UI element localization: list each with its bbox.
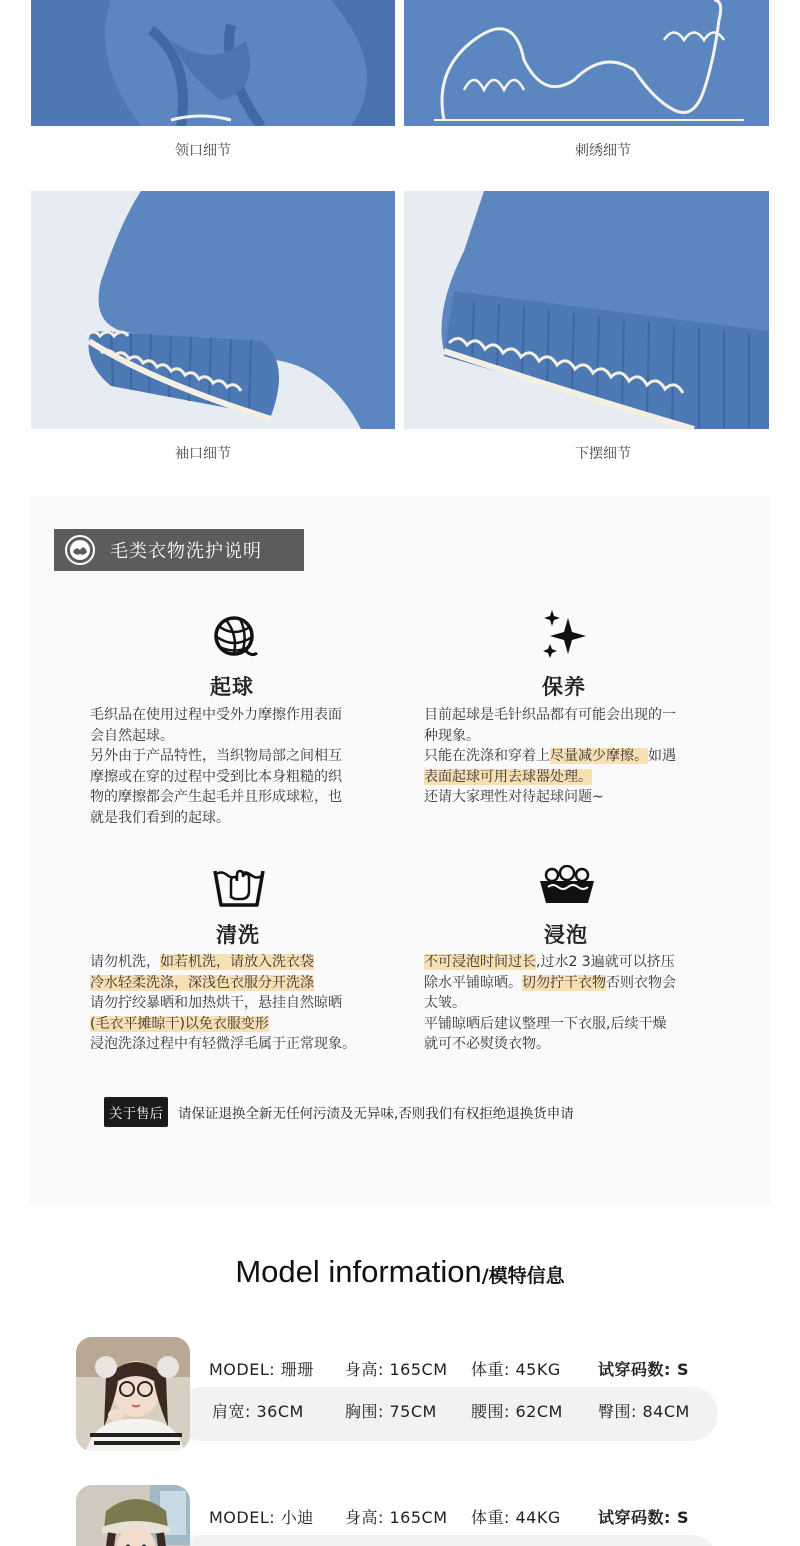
care-text-line xyxy=(424,1014,724,1035)
care-text-segment: 太皱。 xyxy=(424,995,466,1011)
highlighted-text: 表面起球可用去球器处理。 xyxy=(424,768,592,785)
care-logo-icon xyxy=(64,534,96,566)
care-text-segment: 如遇 xyxy=(648,748,676,764)
care-title-soaking: 浸泡 xyxy=(544,923,588,947)
care-header xyxy=(54,529,304,571)
care-text-segment: 会自然起球。 xyxy=(90,727,174,744)
detail-caption-hem: 下摆细节 xyxy=(575,446,631,462)
hood-collar-photo xyxy=(31,0,395,126)
soak-basin-icon xyxy=(538,865,596,907)
care-text-segment: 摩擦或在穿的过程中受到比本身粗糙的织 xyxy=(90,768,342,785)
model-waist: 腰围: 62CM xyxy=(471,1402,563,1421)
model-size: 试穿码数: S xyxy=(598,1360,689,1379)
care-text-segment: 目前起球是毛针织品都有可能会出现的一 xyxy=(424,707,676,723)
aftersale-tag: 关于售后 xyxy=(104,1097,168,1127)
care-text-line xyxy=(90,767,390,788)
model-hip: 臀围: 84CM xyxy=(598,1402,690,1421)
model-shoulder: 肩宽: 36CM xyxy=(212,1402,304,1421)
care-text-maintenance xyxy=(424,705,724,808)
care-text-line xyxy=(90,973,390,994)
cuff-photo xyxy=(31,191,395,429)
care-text-segment: 种现象。 xyxy=(424,727,480,744)
detail-caption-collar: 领口细节 xyxy=(175,143,231,159)
model-weight: 体重: 45KG xyxy=(471,1360,561,1379)
hand-wash-icon xyxy=(211,861,267,909)
model-name: MODEL: 小迪 xyxy=(209,1508,314,1527)
care-text-segment: ,过水2 3遍就可以挤压 xyxy=(536,954,675,970)
model-weight: 体重: 44KG xyxy=(471,1508,561,1527)
model-name: MODEL: 珊珊 xyxy=(209,1360,314,1379)
care-text-line xyxy=(424,705,724,726)
care-text-line xyxy=(90,808,390,829)
care-text-segment: 就可不必熨烫衣物。 xyxy=(424,1036,550,1052)
model-avatar xyxy=(76,1337,190,1451)
care-text-soaking xyxy=(424,952,724,1055)
care-text-line xyxy=(424,973,724,994)
highlighted-text: 切勿拧干衣物 xyxy=(522,974,606,991)
detail-caption-embroidery: 刺绣细节 xyxy=(575,143,631,159)
care-text-segment: 只能在洗涤和穿着上 xyxy=(424,748,550,764)
care-instructions-panel xyxy=(30,497,770,1205)
care-text-segment: 否则衣物会 xyxy=(606,974,676,991)
model-card xyxy=(76,1337,726,1453)
care-text-pilling xyxy=(90,705,390,828)
care-text-line xyxy=(424,787,724,808)
care-text-line xyxy=(90,1014,390,1035)
model-size: 试穿码数: S xyxy=(598,1508,689,1527)
care-text-line xyxy=(90,705,390,726)
sparkle-icon xyxy=(538,608,592,662)
care-text-line xyxy=(90,1034,390,1055)
care-header-title: 毛类衣物洗护说明 xyxy=(110,541,262,562)
care-text-line xyxy=(424,767,724,788)
care-text-line xyxy=(424,746,724,767)
model-info-heading xyxy=(0,1254,800,1290)
care-text-segment: 浸泡洗涤过程中有轻微浮毛属于正常现象。 xyxy=(90,1036,356,1052)
embroidery-photo xyxy=(404,0,769,126)
care-title-pilling: 起球 xyxy=(210,675,254,699)
aftersale-note: 请保证退换全新无任何污渍及无异味,否则我们有权拒绝退换货申请 xyxy=(178,1106,574,1122)
model-height: 身高: 165CM xyxy=(345,1508,448,1527)
highlighted-text: (毛衣平摊晾干)以免衣服变形 xyxy=(90,1015,269,1032)
highlighted-text: 冷水轻柔洗涤，深浅色衣服分开洗涤 xyxy=(90,974,314,991)
detail-caption-cuff: 袖口细节 xyxy=(175,446,231,462)
model-info-title-en: Model information xyxy=(235,1254,482,1289)
care-text-segment: 毛织品在使用过程中受外力摩擦作用表面 xyxy=(90,707,342,723)
care-text-line xyxy=(90,993,390,1014)
care-text-segment: 请勿拧绞暴晒和加热烘干，悬挂自然晾晒 xyxy=(90,995,342,1011)
care-text-segment: 平铺晾晒后建议整理一下衣服,后续干燥 xyxy=(424,1015,667,1032)
care-text-line xyxy=(90,726,390,747)
care-text-line xyxy=(424,726,724,747)
care-text-line xyxy=(90,746,390,767)
model-info-title-zh: /模特信息 xyxy=(481,1265,565,1287)
care-text-line xyxy=(90,787,390,808)
care-text-segment: 物的摩擦都会产生起毛并且形成球粒，也 xyxy=(90,789,342,805)
care-text-segment: 请勿机洗， xyxy=(90,954,160,970)
care-text-segment: 还请大家理性对待起球问题~ xyxy=(424,789,604,805)
hem-photo xyxy=(404,191,769,429)
model-chest: 胸围: 75CM xyxy=(345,1402,437,1421)
yarn-ball-icon xyxy=(212,615,258,659)
care-text-line xyxy=(424,1034,724,1055)
model-avatar xyxy=(76,1485,190,1546)
care-text-line xyxy=(424,993,724,1014)
care-text-line xyxy=(424,952,724,973)
care-text-line xyxy=(90,952,390,973)
highlighted-text: 尽量减少摩擦。 xyxy=(550,748,648,764)
care-text-washing xyxy=(90,952,390,1055)
model-measure-bar xyxy=(176,1535,718,1546)
highlighted-text: 如若机洗，请放入洗衣袋 xyxy=(160,954,314,970)
model-card xyxy=(76,1485,726,1546)
care-title-washing: 清洗 xyxy=(216,923,260,947)
aftersale-notice xyxy=(104,1097,574,1127)
care-text-segment: 就是我们看到的起球。 xyxy=(90,809,230,826)
care-text-segment: 另外由于产品特性，当织物局部之间相互 xyxy=(90,748,342,764)
model-height: 身高: 165CM xyxy=(345,1360,448,1379)
care-text-segment: 除水平铺晾晒。 xyxy=(424,974,522,991)
highlighted-text: 不可浸泡时间过长 xyxy=(424,954,536,970)
care-title-maintenance: 保养 xyxy=(542,675,586,699)
